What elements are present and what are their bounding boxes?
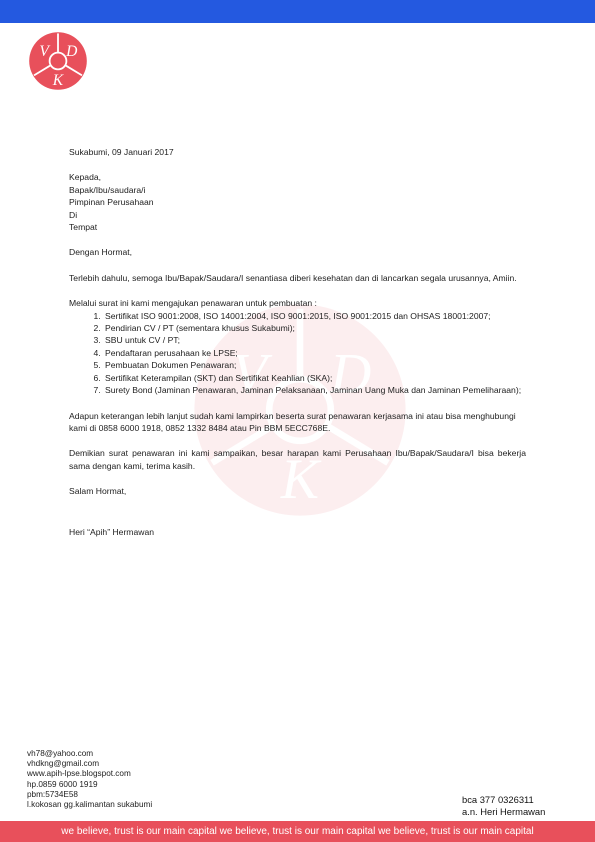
recipient-line: Pimpinan Perusahaan [69,197,154,208]
intro-paragraph: Terlebih dahulu, semoga Ibu/Bapak/Saudara/I senantiasa diberi kesehatan dan di lancarkan segala urusannya, Amiin. [69,272,517,283]
header-bar [0,0,595,23]
logo-letter-v: V [39,43,49,61]
offer-item: 2. Pendirian CV / PT (sementara khusus Sukabumi); [103,322,526,334]
recipient-line: Bapak/Ibu/saudara/i [69,184,146,195]
recipient-line: Kepada, [69,172,102,183]
offer-item: 4. Pendaftaran perusahaan ke LPSE; [103,347,526,359]
bank-account: bca 377 0326311 [462,794,534,805]
logo-letter-k: K [52,72,64,89]
offer-item: 1. Sertifikat ISO 9001:2008, ISO 14001:2004, ISO 9001:2015, ISO 9001:2015 dan OHSAS 18001:2007; [103,310,526,322]
bank-holder: a.n. Heri Hermawan [462,805,546,817]
closing-paragraph: Demikian surat penawaran ini kami sampaikan, besar harapan kami Perusahaan Ibu/Bapak/Saudara/I bisa bekerja sama dengan kami, terima kasih. [69,448,526,471]
offer-item: 6. Sertifikat Keterampilan (SKT) dan Sertifikat Keahlian (SKA); [103,372,526,384]
contact-phone: hp.0859 6000 1919 [27,779,98,789]
logo-letter-d: D [66,43,78,61]
salutation: Dengan Hormat, [69,247,133,258]
offer-item: 3. SBU untuk CV / PT; [103,334,526,346]
recipient-line: Di [69,209,78,220]
contact-email: vhdkng@gmail.com [27,759,100,769]
letter-body [69,146,526,538]
regards: Salam Hormat, [69,486,127,497]
watermark-letter-d: D [329,342,372,406]
offer-intro: Melalui surat ini kami mengajukan penawaran untuk pembuatan : [69,298,317,309]
offer-item: 7. Surety Bond (Jaminan Penawaran, Jaminan Pelaksanaan, Jaminan Uang Muka dan Jaminan Pemeliharaan); [103,384,526,396]
recipient-line: Tempat [69,222,98,233]
watermark-letter-v: V [231,342,267,406]
contact-website: www.apih-lpse.blogspot.com [27,769,131,779]
offer-item: 5. Pembuatan Dokumen Penawaran; [103,359,526,371]
contact-email: vh78@yahoo.com [27,749,94,758]
signature-name: Heri “Apih” Hermawan [69,526,155,537]
contact-bbm: pbm:5734E58 [27,789,78,799]
watermark-letter-k: K [280,448,320,511]
letter-date: Sukabumi, 09 Januari 2017 [69,147,174,157]
bank-info [462,794,545,817]
contact-address: l.kokosan gg.kalimantan sukabumi [27,800,153,810]
vdk-logo [28,31,88,91]
footer-tagline-bar [0,821,595,842]
contact-block [27,749,152,810]
offer-list [69,310,526,397]
footer-tagline: we believe, trust is our main capital we believe, trust is our main capital we believe, trust is our main capital [61,826,534,837]
details-paragraph: Adapun keterangan lebih lanjut sudah kami lampirkan beserta surat penawaran kerjasama ini atau bisa menghubungi kami di 0858 6000 1918, 0852 1332 8484 atau Pin BBM 5ECC768E. [69,410,516,433]
